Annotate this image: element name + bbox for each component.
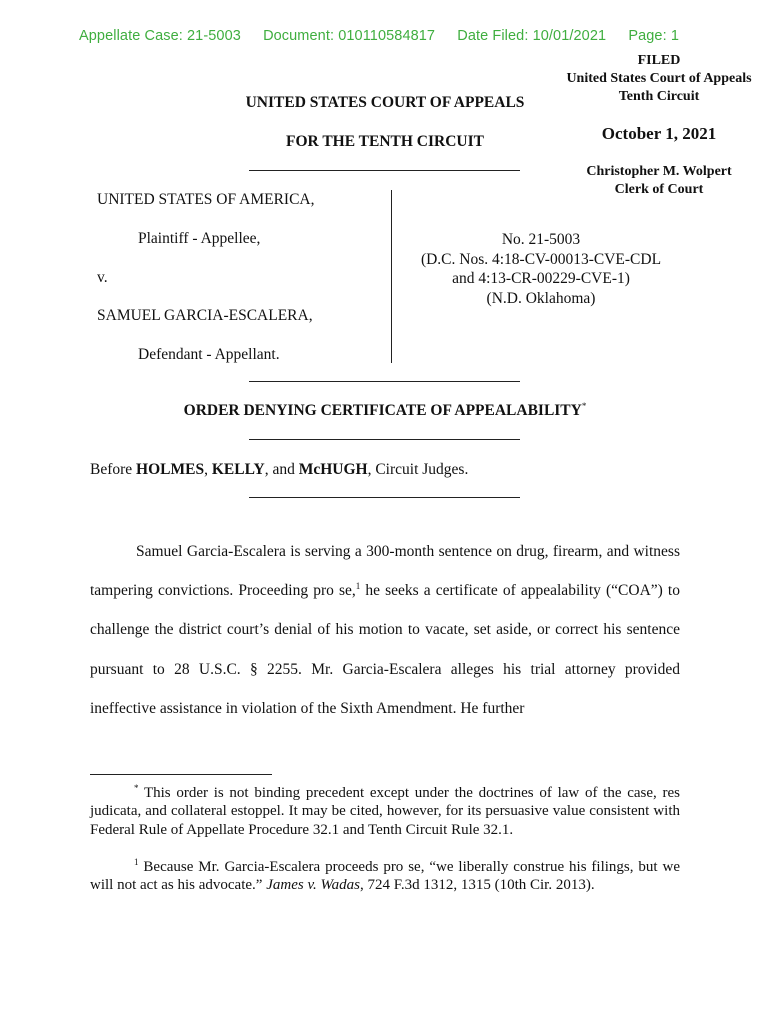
order-body (90, 532, 680, 728)
footnote-1-cite: , 724 F.3d 1312, 1315 (10th Cir. 2013). (359, 877, 595, 894)
footnote-star-mark: * (134, 783, 139, 793)
order-title (90, 402, 680, 420)
footnote-1 (90, 858, 680, 895)
case-number: No. 21-5003 (501, 231, 581, 248)
divider (249, 439, 520, 440)
dc-numbers-1: (D.C. Nos. 4:18-CV-00013-CVE-CDL (420, 250, 662, 268)
footnote-divider (90, 774, 272, 775)
footnote-star-text: This order is not binding precedent except under the doctrines of law of the case, res judicata, and collateral estoppel. It may be cited, however, for its persuasive value consistent with Federal Rule of Appellate Procedure 32.1 and Tenth Circuit Rule 32.1. (90, 785, 680, 838)
plaintiff-name: UNITED STATES OF AMERICA, (97, 191, 315, 208)
clerk-block (548, 163, 770, 199)
panel-separator: , and (264, 461, 299, 478)
clerk-name: Christopher M. Wolpert (586, 164, 732, 179)
footnote-1-mark: 1 (134, 857, 139, 867)
page-number-header: Page: 1 (628, 28, 679, 44)
case-number-header: Appellate Case: 21-5003 (79, 28, 241, 44)
clerk-title: Clerk of Court (614, 182, 704, 197)
versus: v. (97, 269, 108, 286)
judge-holmes: HOLMES (136, 461, 205, 478)
filed-circuit: Tenth Circuit (618, 89, 700, 104)
divider (249, 170, 520, 171)
panel-line (90, 461, 468, 479)
footnote-ref-1: 1 (355, 581, 361, 592)
dc-numbers-2: and 4:13-CR-00229-CVE-1) (452, 270, 630, 287)
body-paragraph (90, 532, 680, 728)
judge-kelly: KELLY (211, 461, 265, 478)
body-text: he seeks a certificate of appealability (“COA”) to challenge the district court’s denial of his motion to vacate, set aside, or correct his sentence pursuant to 28 U.S.C. § 2255. Mr. Garcia-Escalera alleges his trial attorney provided ineffective assistance in violation of the Sixth Amendment. He further (90, 582, 680, 717)
order-title-text: ORDER DENYING CERTIFICATE OF APPEALABILITY (183, 402, 582, 419)
footnote-1-text: Because Mr. Garcia-Escalera proceeds pro se, “we liberally construe his filings, but we will not act as his advocate.” (90, 859, 680, 894)
filed-date: October 1, 2021 (601, 124, 717, 143)
panel-separator: , (204, 461, 212, 478)
defendant-role: Defendant - Appellant. (138, 346, 280, 363)
district: (N.D. Oklahoma) (486, 289, 596, 307)
footnote-1-case: James v. Wadas (266, 877, 360, 894)
defendant-name: SAMUEL GARCIA-ESCALERA, (97, 307, 313, 324)
panel-prefix: Before (90, 461, 137, 478)
circuit-name: FOR THE TENTH CIRCUIT (286, 133, 484, 150)
caption-divider (391, 190, 392, 363)
title-footnote-mark: * (581, 400, 587, 411)
document-number-header: Document: 010110584817 (263, 28, 436, 44)
filed-stamp (548, 52, 770, 106)
divider (249, 381, 520, 382)
filing-header (79, 28, 697, 44)
divider (249, 497, 520, 498)
body-text: Samuel Garcia-Escalera is serving a 300-month sentence on drug, firearm, and witness tampering convictions. Proceeding pro se, (90, 543, 680, 600)
case-info (410, 230, 672, 308)
plaintiff-role: Plaintiff - Appellee, (138, 230, 261, 247)
judge-mchugh: McHUGH (298, 461, 368, 478)
court-name: UNITED STATES COURT OF APPEALS (245, 94, 525, 111)
filed-label: FILED (637, 53, 681, 68)
date-filed-header: Date Filed: 10/01/2021 (457, 28, 607, 44)
panel-suffix: , Circuit Judges. (367, 461, 469, 478)
footnote-star (90, 784, 680, 839)
filed-court: United States Court of Appeals (566, 71, 752, 86)
